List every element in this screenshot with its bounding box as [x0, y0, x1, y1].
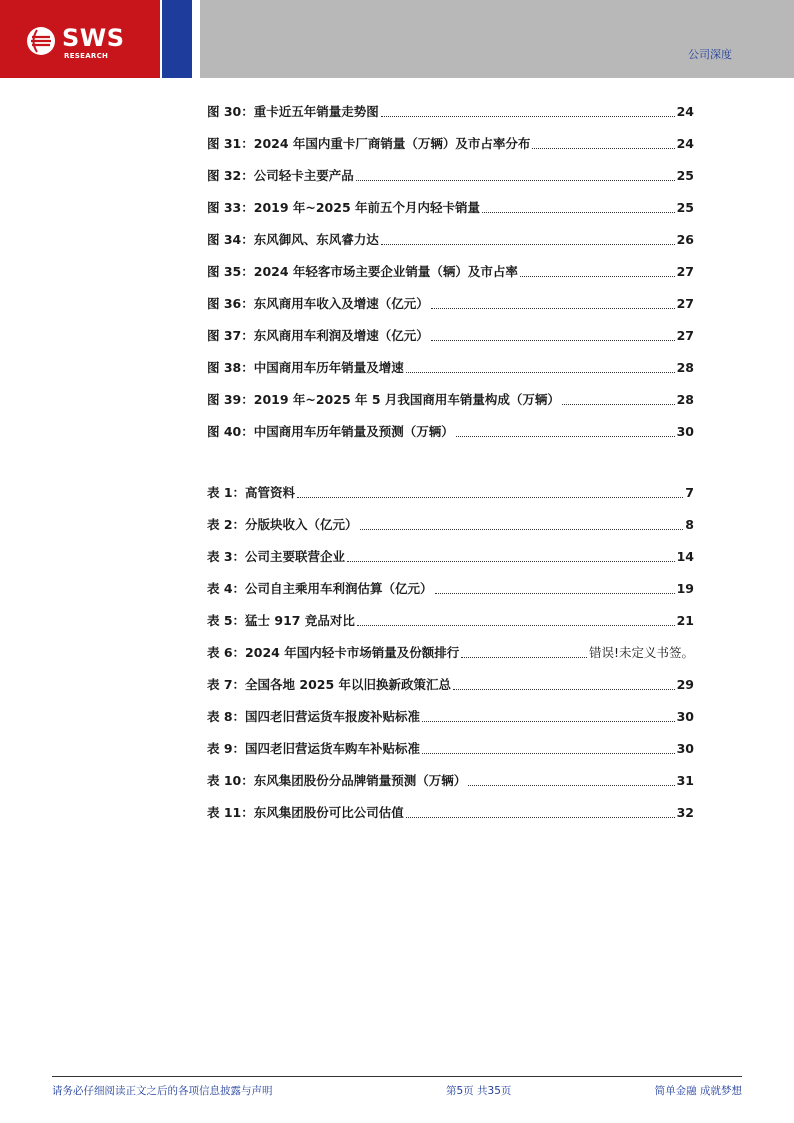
toc-entry-title: 图 33：2019 年~2025 年前五个月内轻卡销量 [207, 200, 481, 215]
toc-entry[interactable] [207, 546, 694, 566]
toc-entry-title: 图 39：2019 年~2025 年 5 月我国商用车销量构成（万辆） [207, 392, 560, 407]
section-tag: 公司深度 [688, 48, 732, 61]
toc-entry-title: 图 38：中国商用车历年销量及增速 [207, 360, 404, 375]
toc-leader-dots [468, 785, 674, 786]
toc-entry-page: 19 [676, 581, 694, 596]
toc-entry-title: 图 36：东风商用车收入及增速（亿元） [207, 296, 429, 311]
toc-entry-title: 表 9：国四老旧营运货车购车补贴标准 [207, 741, 421, 756]
toc-entry-title: 表 1：高管资料 [207, 485, 296, 500]
toc-leader-dots [297, 497, 683, 498]
toc-entry[interactable] [207, 642, 694, 662]
toc-entry[interactable] [207, 389, 694, 409]
toc-entry[interactable] [207, 421, 694, 441]
footer-slogan: 简单金融 成就梦想 [654, 1085, 742, 1097]
toc-entry-page: 25 [676, 168, 694, 183]
toc-entry-title: 表 8：国四老旧营运货车报废补贴标准 [207, 709, 421, 724]
toc-entry-page: 25 [676, 200, 694, 215]
toc-leader-dots [381, 116, 675, 117]
toc-entry-page: 30 [676, 741, 694, 756]
toc-entry-page: 31 [676, 773, 694, 788]
toc-leader-dots [406, 817, 675, 818]
toc-leader-dots [431, 308, 675, 309]
toc-entry[interactable] [207, 578, 694, 598]
toc-entry-title: 图 31：2024 年国内重卡厂商销量（万辆）及市占率分布 [207, 136, 531, 151]
toc-entry-title: 表 10：东风集团股份分品牌销量预测（万辆） [207, 773, 467, 788]
toc-entry[interactable] [207, 133, 694, 153]
toc-entry[interactable] [207, 610, 694, 630]
toc-leader-dots [360, 529, 684, 530]
toc-entry-page: 14 [676, 549, 694, 564]
toc-entry-title: 图 40：中国商用车历年销量及预测（万辆） [207, 424, 454, 439]
toc-entry-title: 图 35：2024 年轻客市场主要企业销量（辆）及市占率 [207, 264, 518, 279]
toc-leader-dots [435, 593, 675, 594]
toc-entry[interactable] [207, 674, 694, 694]
toc-leader-dots [356, 180, 675, 181]
toc-entry-page: 27 [676, 328, 694, 343]
toc-entry[interactable] [207, 357, 694, 377]
toc-leader-dots [461, 657, 587, 658]
toc-entry-title: 表 7：全国各地 2025 年以旧换新政策汇总 [207, 677, 452, 692]
toc-entry[interactable] [207, 261, 694, 281]
toc-entry[interactable] [207, 165, 694, 185]
toc-entry-title: 图 32：公司轻卡主要产品 [207, 168, 354, 183]
footer-disclaimer: 请务必仔细阅读正文之后的各项信息披露与声明 [52, 1085, 273, 1097]
toc-entry[interactable] [207, 293, 694, 313]
header-band [200, 0, 794, 78]
sws-logo-icon [26, 26, 56, 56]
toc-leader-dots [482, 212, 675, 213]
logo-subtitle: RESEARCH [64, 52, 109, 60]
toc-leader-dots [453, 689, 675, 690]
toc-entry-page: 27 [676, 264, 694, 279]
toc-entry-title: 表 3：公司主要联营企业 [207, 549, 346, 564]
toc-entry[interactable] [207, 770, 694, 790]
toc-leader-dots [422, 721, 675, 722]
toc-leader-dots [406, 372, 675, 373]
toc-entry-page: 32 [676, 805, 694, 820]
toc-leader-dots [520, 276, 675, 277]
toc-entry[interactable] [207, 482, 694, 502]
toc-leader-dots [562, 404, 675, 405]
toc-entry-page: 8 [685, 517, 694, 532]
toc-entry[interactable] [207, 514, 694, 534]
footer-divider [52, 1076, 742, 1077]
toc-entry-page: 21 [676, 613, 694, 628]
toc-entry-page: 27 [676, 296, 694, 311]
toc-entry-title: 表 6：2024 年国内轻卡市场销量及份额排行 [207, 645, 460, 660]
toc-entry[interactable] [207, 229, 694, 249]
toc-leader-dots [431, 340, 675, 341]
toc-entry[interactable] [207, 325, 694, 345]
toc-entry-page: 28 [676, 392, 694, 407]
toc-entry-title: 图 30：重卡近五年销量走势图 [207, 104, 379, 119]
toc-entry-page: 24 [676, 104, 694, 119]
toc-entry-page: 28 [676, 360, 694, 375]
toc-entry-page: 24 [676, 136, 694, 151]
toc-entry[interactable] [207, 802, 694, 822]
toc-entry-page: 30 [676, 709, 694, 724]
toc-leader-dots [347, 561, 675, 562]
toc-entry-error: 错误!未定义书签。 [588, 645, 694, 660]
toc-leader-dots [532, 148, 674, 149]
toc-entry-page: 7 [685, 485, 694, 500]
toc-entry-page: 26 [676, 232, 694, 247]
toc-entry-title: 表 4：公司自主乘用车利润估算（亿元） [207, 581, 433, 596]
toc-entry-page: 29 [676, 677, 694, 692]
toc-entry-page: 30 [676, 424, 694, 439]
toc-leader-dots [357, 625, 675, 626]
toc-entry[interactable] [207, 197, 694, 217]
toc-leader-dots [456, 436, 675, 437]
toc-entry-title: 表 5：猛士 917 竞品对比 [207, 613, 355, 628]
toc-entry[interactable] [207, 706, 694, 726]
logo-wordmark: SWS [62, 24, 125, 52]
toc-entry-title: 表 11：东风集团股份可比公司估值 [207, 805, 404, 820]
toc-entry-title: 图 37：东风商用车利润及增速（亿元） [207, 328, 429, 343]
footer-page-number: 第5页 共35页 [446, 1085, 512, 1097]
toc-leader-dots [422, 753, 675, 754]
toc-entry-title: 表 2：分版块收入（亿元） [207, 517, 358, 532]
toc-entry[interactable] [207, 738, 694, 758]
toc-entry-title: 图 34：东风御风、东风睿力达 [207, 232, 379, 247]
toc-leader-dots [381, 244, 675, 245]
toc-entry[interactable] [207, 101, 694, 121]
header-accent-bar [162, 0, 192, 78]
